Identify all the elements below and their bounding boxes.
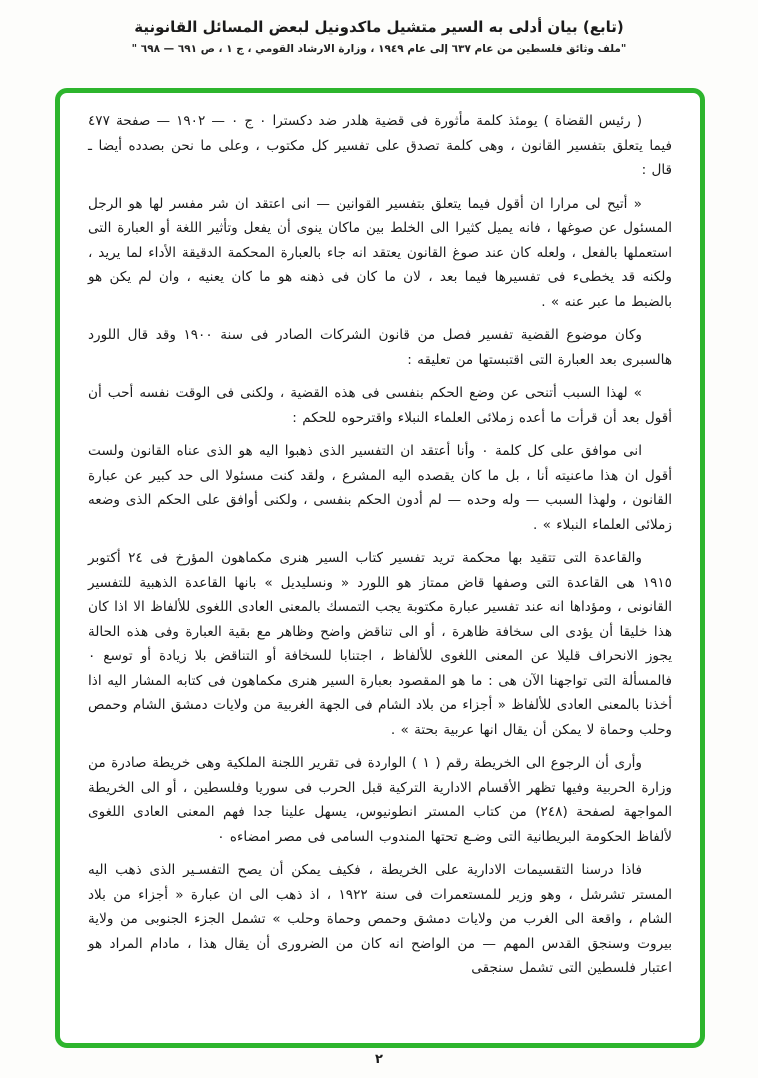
- green-document-border: [55, 88, 705, 1048]
- page-header: [0, 0, 758, 55]
- paragraph: والقاعدة التى تتقيد بها محكمة تريد تفسير كتاب السير هنرى مكماهون المؤرخ فى ٢٤ أكتوبر ١٩١٥ هى القاعدة التى وصفها قاض ممتاز هو اللورد « ونسليديل » بانها القاعدة الذهبية للتفسير القانونى ، ومؤداها انه عند تفسير عبارة مكتوبة يجب التمسك بالمعنى العادى اللغوى للألفاظ الا اذا كان هذا خليقا أن يؤدى الى سخافة ظاهرة ، أو الى تناقض واضح وظاهر مع بقية العبارة وفى هذه الحالة يجوز الانحراف قليلا عن المعنى اللغوى للألفاظ ، اجتنابا للسخافة أو التناقض بلا زيادة أو توسع ٠ فالمسألة التى تواجهنا الآن هى : ما هو المقصود بعبارة السير هنرى مكماهون فى كتابه المشار اليه اذا أخذنا بالمعنى العادى للألفاظ « أجزاء من بلاد الشام فى الجهة الغربية من ولايات دمشق الشام وحمص وحلب وحماة لا يمكن أن يقال انها عربية بحتة » .: [88, 550, 672, 738]
- document-body: [60, 93, 700, 1000]
- paragraph: وكان موضوع القضية تفسير فصل من قانون الشركات الصادر فى سنة ١٩٠٠ وقد قال اللورد هالسبرى بعد العبارة التى اقتبستها من تعليقه :: [88, 327, 672, 368]
- paragraph: وأرى أن الرجوع الى الخريطة رقم ( ١ ) الواردة فى تقرير اللجنة الملكية وهى خريطة صادرة من وزارة الحربية وفيها تظهر الأقسام الادارية التركية قبل الحرب فى سوريا وفلسطين ، أو الى الخريطة المواجهة لصفحة (٢٤٨) من كتاب المستر انطونيوس، يسهل علينا جدا فهم المعنى العادى اللغوى لألفاظ الحكومة البريطانية التى وضـع تحتها المندوب السامى فى مصر امضاءه ٠: [88, 755, 672, 845]
- paragraph: « أتيح لى مرارا ان أقول فيما يتعلق بتفسير القوانين — انى اعتقد ان شر مفسر لها هو الرجل المسئول عن صوغها ، فانه يميل كثيرا الى الخلط بين ماكان ينوى أن يفعل وتأثير اللغة أو العبارة التى استعملها بالفعل ، ولعله كان عند صوغ القانون يعتقد انه جاء بالعبارة المحكمة الدقيقة الأداء لما يريد ، ولكنه قد يخطىء فى تفسيرها فيما بعد ، لان ما كان فى ذهنه هو ما كان يعنيه ، وان لم يكن هو بالضبط ما عبر عنه » .: [88, 195, 672, 310]
- paragraph: فاذا درسنا التقسيمات الادارية على الخريطة ، فكيف يمكن أن يصح التفسـير الذى ذهب اليه المستر تشرشل ، وهو وزير للمستعمرات فى سنة ١٩٢٢ ، اذ ذهب الى ان عبارة « أجزاء من بلاد الشام ، واقعة الى الغرب من ولايات دمشق وحمص وحماة وحلب » تشمل الجزء الجنوبى من ولاية بيروت وسنجق القدس المهم — من الواضح انه كان من الضرورى أن يقال هذا ، مادام المراد هو اعتبار فلسطين التى تشمل سنجقى: [88, 862, 673, 976]
- page-number: ٢: [375, 1052, 383, 1067]
- paragraph: » لهذا السبب أتنحى عن وضع الحكم بنفسى فى هذه القضية ، ولكنى فى الوقت نفسه أحب أن أقول بعد أن قرأت ما أعده زملائى العلماء النبلاء واقترحوه للحكم :: [88, 385, 672, 426]
- document-title: (تابع) بيان أدلى به السير متشيل ماكدونيل لبعض المسائل القانونية: [134, 18, 624, 36]
- document-source-citation: "ملف وثائق فلسطين من عام ٦٣٧ إلى عام ١٩٤٩ ، وزارة الارشاد القومي ، ج ١ ، ص ٦٩١ — ٦٩٨ ": [131, 43, 627, 55]
- paragraph: ( رئيس القضاة ) يومئذ كلمة مأثورة فى قضية هلدر ضد دكسترا ٠ ج ٠ — ١٩٠٢ — صفحة ٤٧٧ فيما يتعلق بتفسير القانون ، وهى كلمة تصدق على تفسير كل مكتوب ، وعلى ما نحن بصدده أيضا ـ قال :: [88, 113, 672, 178]
- paragraph: انى موافق على كل كلمة ٠ وأنا أعتقد ان التفسير الذى ذهبوا اليه هو الذى عناه القانون ولست أقول ان هذا ماعنيته أنا ، بل ما كان يقصده اليه المشرع ، ولقد كنت مسئولا الى حد كبير عن عبارة القانون ، ولهذا السبب — وله وحده — لم أدون الحكم بنفسى ، ولكنى أوافق على الحكم الذى وضعه زملائى العلماء النبلاء » .: [88, 443, 672, 533]
